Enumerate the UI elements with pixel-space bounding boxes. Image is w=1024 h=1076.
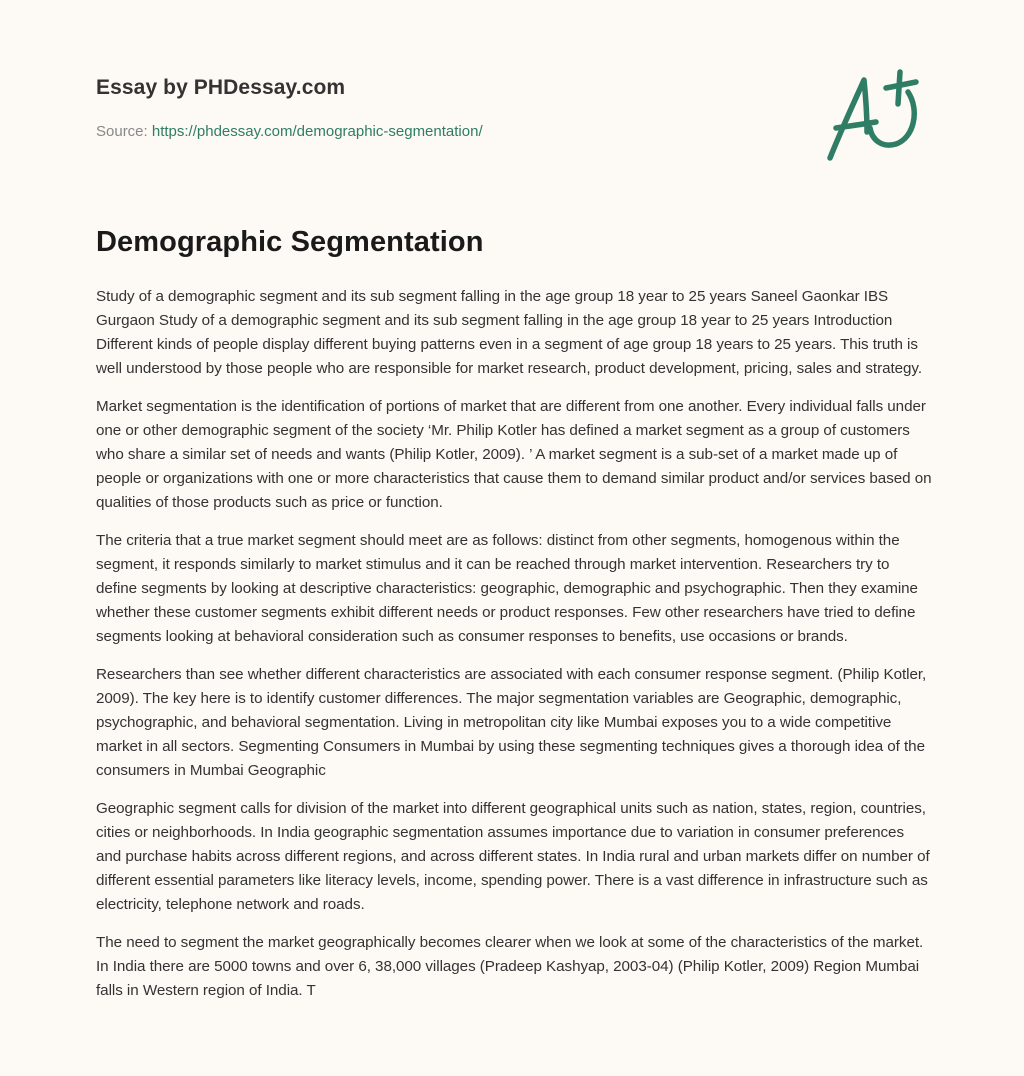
article-title: Demographic Segmentation: [96, 226, 484, 258]
paragraph: The criteria that a true market segment should meet are as follows: distinct from other segments, homogenous within the segment, it responds similarly to market stimulus and it can be reached through market intervention. Researchers try to define segments by looking at descriptive characteristics: geographic, demographic and psychographic. Then they examine whether these customer segments exhibit different needs or product responses. Few other researchers have tried to define segments looking at behavioral consideration such as consumer responses to benefits, use occasions or brands.: [96, 532, 918, 645]
page-header: [96, 76, 796, 140]
source-label: Source:: [96, 123, 148, 140]
source-link[interactable]: https://phdessay.com/demographic-segmentation/: [151, 123, 483, 140]
a-plus-grade-icon: [820, 66, 930, 166]
paragraph: Geographic segment calls for division of the market into different geographical units such as nation, states, region, countries, cities or neighborhoods. In India geographic segmentation assumes importance due to variation in consumer preferences and purchase habits across different regions, and across different states. In India rural and urban markets differ on number of different essential parameters like literacy levels, income, spending power. There is a vast difference in infrastructure such as electricity, telephone network and roads.: [96, 800, 930, 913]
paragraph: Study of a demographic segment and its sub segment falling in the age group 18 year to 25 years Saneel Gaonkar IBS Gurgaon Study of a demographic segment and its sub segment falling in the age group 18 year to 25 years Introduction Different kinds of people display different buying patterns even in a segment of age group 18 years to 25 years. This truth is well understood by those people who are responsible for market research, product development, pricing, sales and strategy.: [96, 288, 923, 377]
article-body: [96, 285, 932, 1017]
paragraph: Researchers than see whether different characteristics are associated with each consumer response segment. (Philip Kotler, 2009). The key here is to identify customer differences. The major segmentation variables are Geographic, demographic, psychographic, and behavioral segmentation. Living in metropolitan city like Mumbai exposes you to a wide competitive market in all sectors. Segmenting Consumers in Mumbai by using these segmenting techniques gives a thorough idea of the consumers in Mumbai Geographic: [96, 666, 927, 779]
site-title: Essay by PHDessay.com: [96, 76, 346, 99]
paragraph: The need to segment the market geographically becomes clearer when we look at some of the characteristics of the market. In India there are 5000 towns and over 6, 38,000 villages (Pradeep Kashyap, 2003-04) (Philip Kotler, 2009) Region Mumbai falls in Western region of India. T: [96, 934, 924, 999]
source-line: [96, 123, 796, 140]
paragraph: Market segmentation is the identification of portions of market that are different from one another. Every individual falls under one or other demographic segment of the society ‘Mr. Philip Kotler has defined a market segment as a group of customers who share a similar set of needs and wants (Philip Kotler, 2009). ’ A market segment is a sub-set of a market made up of people or organizations with one or more characteristics that cause them to demand similar product and/or services based on qualities of those products such as price or function.: [96, 398, 932, 511]
